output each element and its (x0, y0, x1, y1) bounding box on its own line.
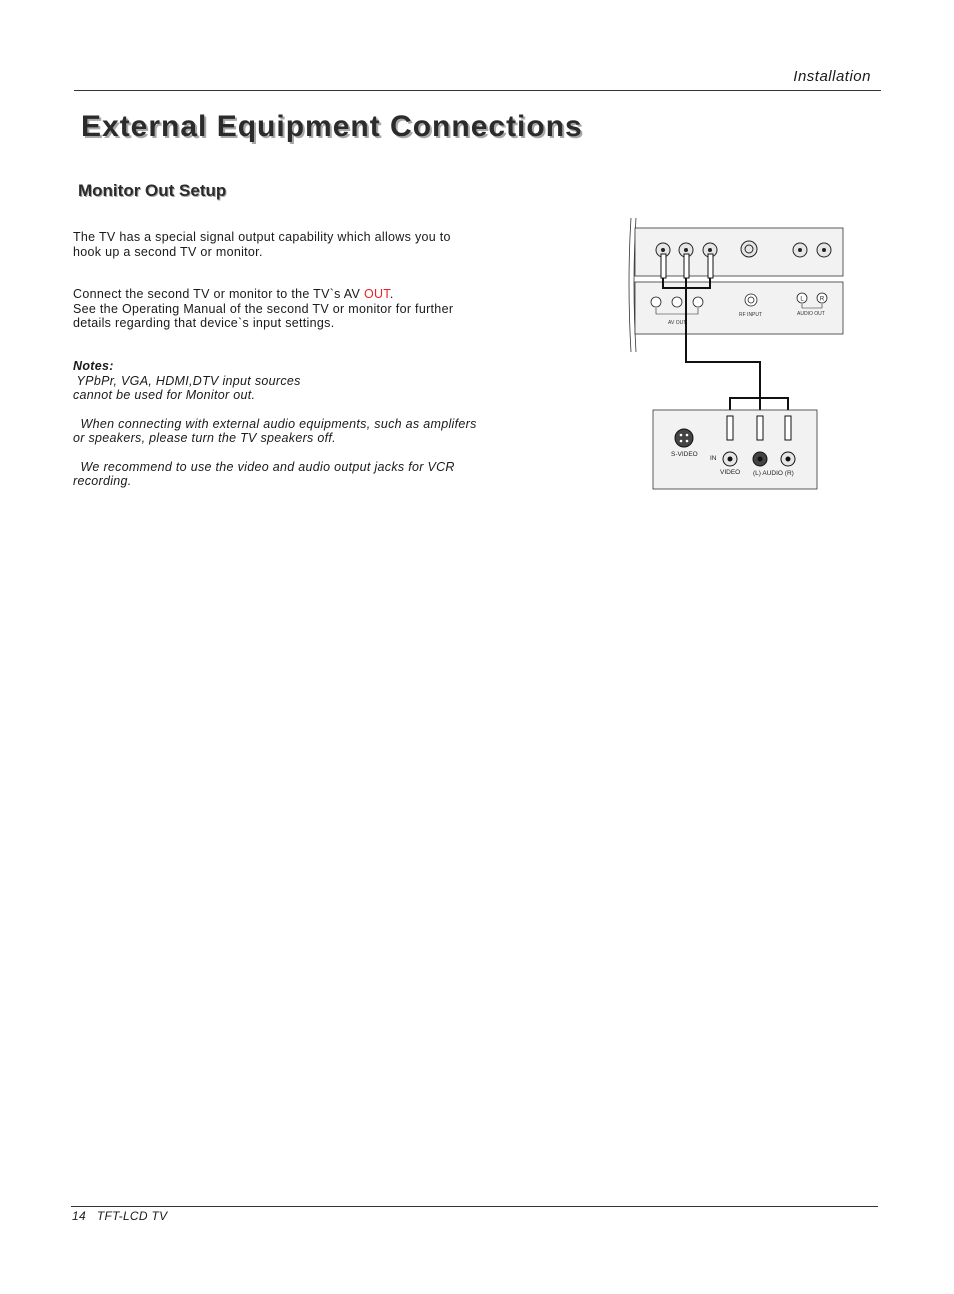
jack-icon (745, 294, 757, 306)
plug-icon (708, 254, 713, 278)
jack-icon (708, 248, 712, 252)
s-video-pin-icon (686, 440, 689, 443)
product-name: TFT-LCD TV (96, 1209, 168, 1223)
connect-line (73, 287, 513, 302)
header-rule (74, 90, 881, 91)
connect-line: details regarding that device`s input settings. (73, 316, 335, 330)
plug-icon (661, 254, 666, 278)
jack-icon (741, 241, 757, 257)
jack-icon (758, 457, 763, 462)
av-out-label: AV OUT (668, 320, 687, 326)
video-label: VIDEO (720, 469, 741, 476)
connect-line: See the Operating Manual of the second TV or monitor for further (73, 301, 454, 316)
connect-period: . (389, 287, 394, 301)
jack-label-r: R (819, 296, 825, 303)
plug-icon (785, 416, 791, 440)
jack-icon (661, 248, 665, 252)
s-video-pin-icon (680, 434, 683, 437)
page-footer (72, 1209, 167, 1223)
section-heading: Monitor Out Setup (78, 181, 227, 200)
av-out-highlight: OUT (363, 287, 390, 301)
note-line: YPbPr, VGA, HDMI,DTV input sources (73, 373, 301, 388)
note-line: cannot be used for Monitor out. (73, 388, 256, 402)
page-number: 14 (72, 1209, 86, 1223)
connect-paragraph (73, 287, 513, 331)
jack-icon (822, 248, 826, 252)
note-line: or speakers, please turn the TV speakers off. (73, 431, 336, 445)
s-video-pin-icon (680, 440, 683, 443)
page-header (0, 60, 954, 100)
note-line: recording. (73, 474, 132, 488)
jack-icon (651, 297, 661, 307)
jack-label-l: L (800, 296, 804, 303)
footer-rule (71, 1206, 878, 1207)
jack-icon (728, 457, 733, 462)
jack-icon (786, 457, 791, 462)
notes-title: Notes: (73, 359, 114, 373)
plug-icon (727, 416, 733, 440)
plug-icon (757, 416, 763, 440)
rf-input-label: RF INPUT (739, 312, 763, 318)
jack-icon (672, 297, 682, 307)
note-line: When connecting with external audio equipments, such as amplifers (73, 416, 477, 431)
connection-diagram (625, 212, 855, 497)
note-line: We recommend to use the video and audio output jacks for VCR (73, 459, 455, 474)
intro-paragraph (73, 230, 513, 259)
notes-block (73, 359, 523, 489)
connect-text: Connect the second TV or monitor to the TV`s AV (73, 287, 364, 301)
jack-icon (798, 248, 802, 252)
s-video-label: S-VIDEO (671, 451, 698, 458)
intro-line: hook up a second TV or monitor. (73, 244, 263, 259)
plug-icon (684, 254, 689, 278)
intro-line: The TV has a special signal output capability which allows you to (73, 230, 451, 244)
tv-edge-line (629, 218, 631, 352)
section-label: Installation (793, 68, 871, 85)
monitor-panel (653, 410, 817, 489)
in-label: IN (710, 455, 717, 462)
audio-out-label: AUDIO OUT (797, 311, 825, 317)
audio-label: (L) AUDIO (R) (753, 470, 794, 477)
s-video-pin-icon (686, 434, 689, 437)
jack-icon (693, 297, 703, 307)
s-video-jack-icon (675, 429, 693, 447)
jack-icon (684, 248, 688, 252)
page-title: External Equipment Connections (81, 110, 583, 143)
